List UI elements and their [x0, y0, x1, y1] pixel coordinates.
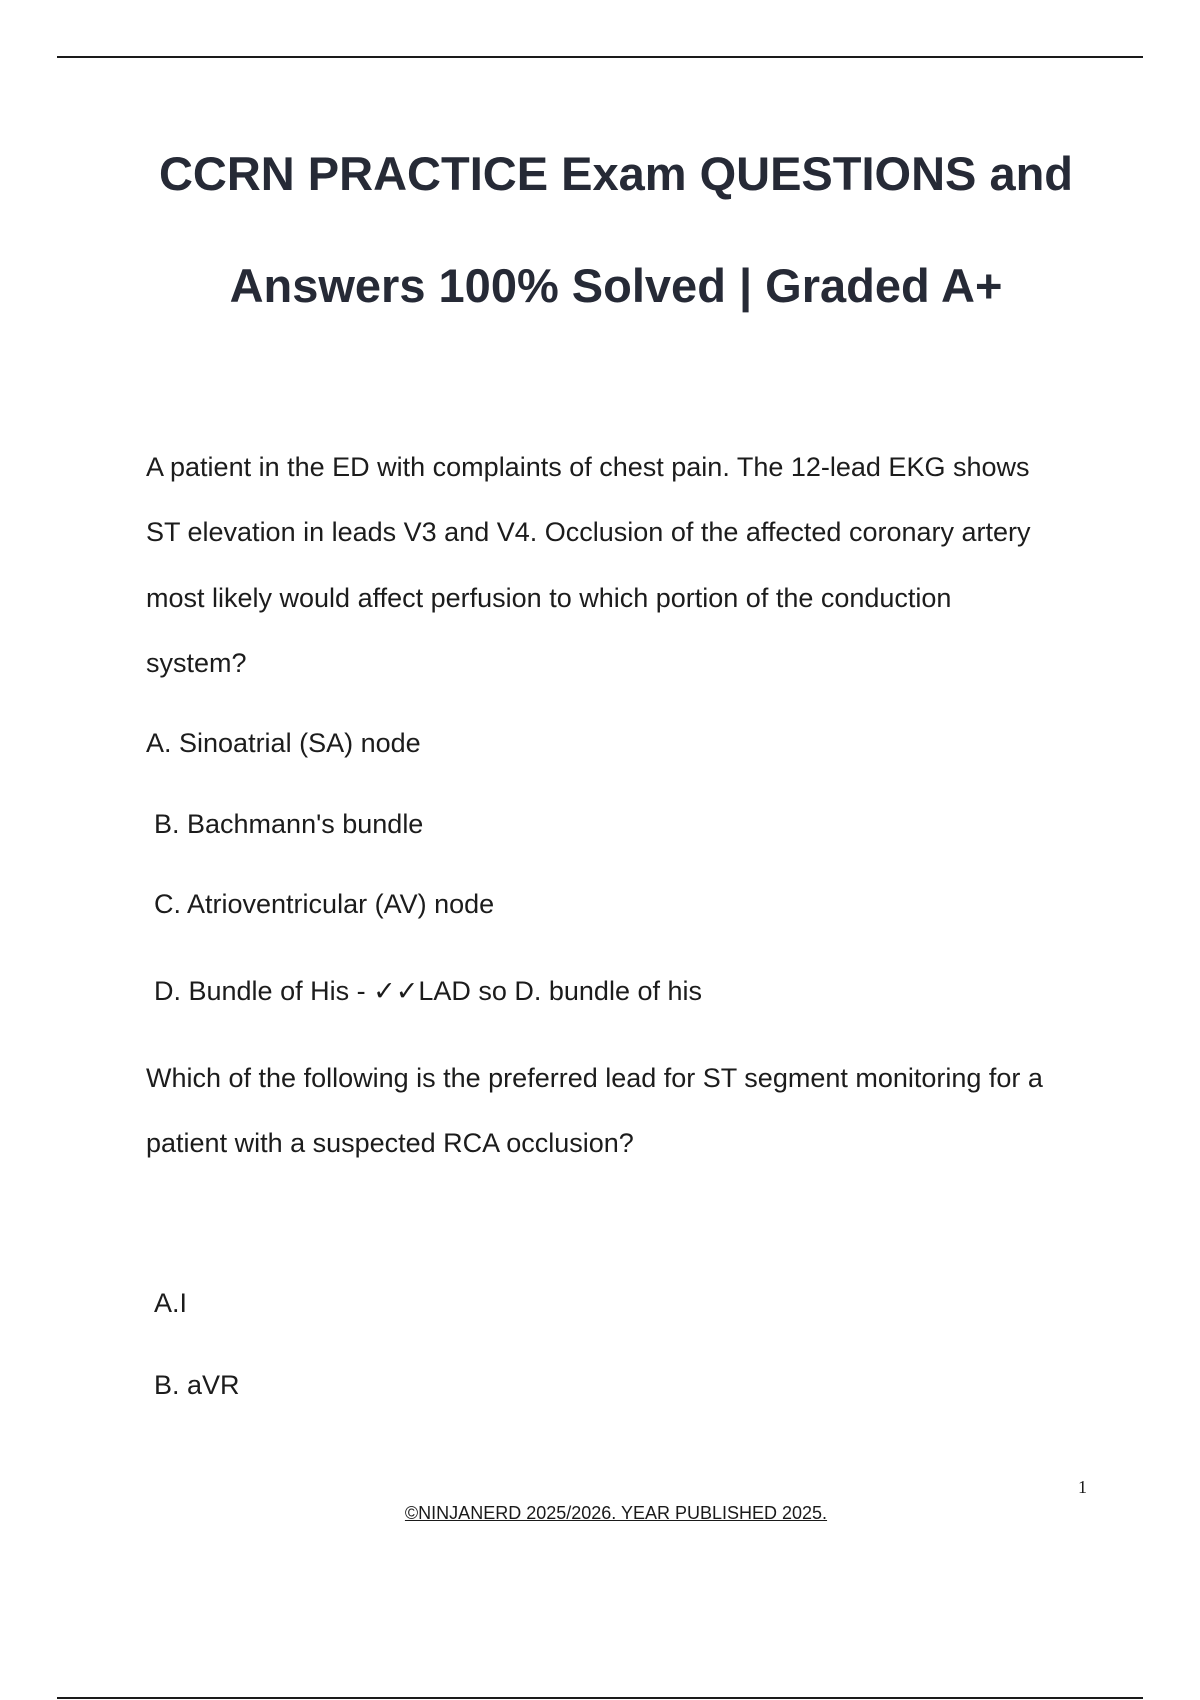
document-title-line-2: Answers 100% Solved | Graded A+ [229, 259, 1003, 312]
question-1-line: most likely would affect perfusion to which portion of the conduction [146, 583, 952, 613]
question-1-option-b: B. Bachmann's bundle [154, 809, 424, 839]
question-1-line: ST elevation in leads V3 and V4. Occlusion of the affected coronary artery [146, 517, 1031, 547]
bottom-rule [57, 1697, 1143, 1699]
question-1-line: system? [146, 648, 247, 678]
question-2-option-a: A.I [154, 1288, 188, 1318]
page-number: 1 [1078, 1477, 1087, 1497]
document-title-line-1: CCRN PRACTICE Exam QUESTIONS and [158, 147, 1074, 200]
top-rule [57, 56, 1143, 58]
question-1-option-a: A. Sinoatrial (SA) node [146, 728, 421, 758]
question-2-option-b: B. aVR [154, 1370, 240, 1400]
question-2-line: patient with a suspected RCA occlusion? [146, 1128, 634, 1158]
question-1-line: A patient in the ED with complaints of chest pain. The 12-lead EKG shows [146, 452, 1030, 482]
question-1-option-c: C. Atrioventricular (AV) node [154, 889, 495, 919]
question-2-line: Which of the following is the preferred lead for ST segment monitoring for a [146, 1063, 1043, 1093]
copyright-footer: ©NINJANERD 2025/2026. YEAR PUBLISHED 2025. [404, 1503, 828, 1523]
question-1-option-d-with-answer: D. Bundle of His - ✓✓LAD so D. bundle of his [154, 976, 702, 1006]
